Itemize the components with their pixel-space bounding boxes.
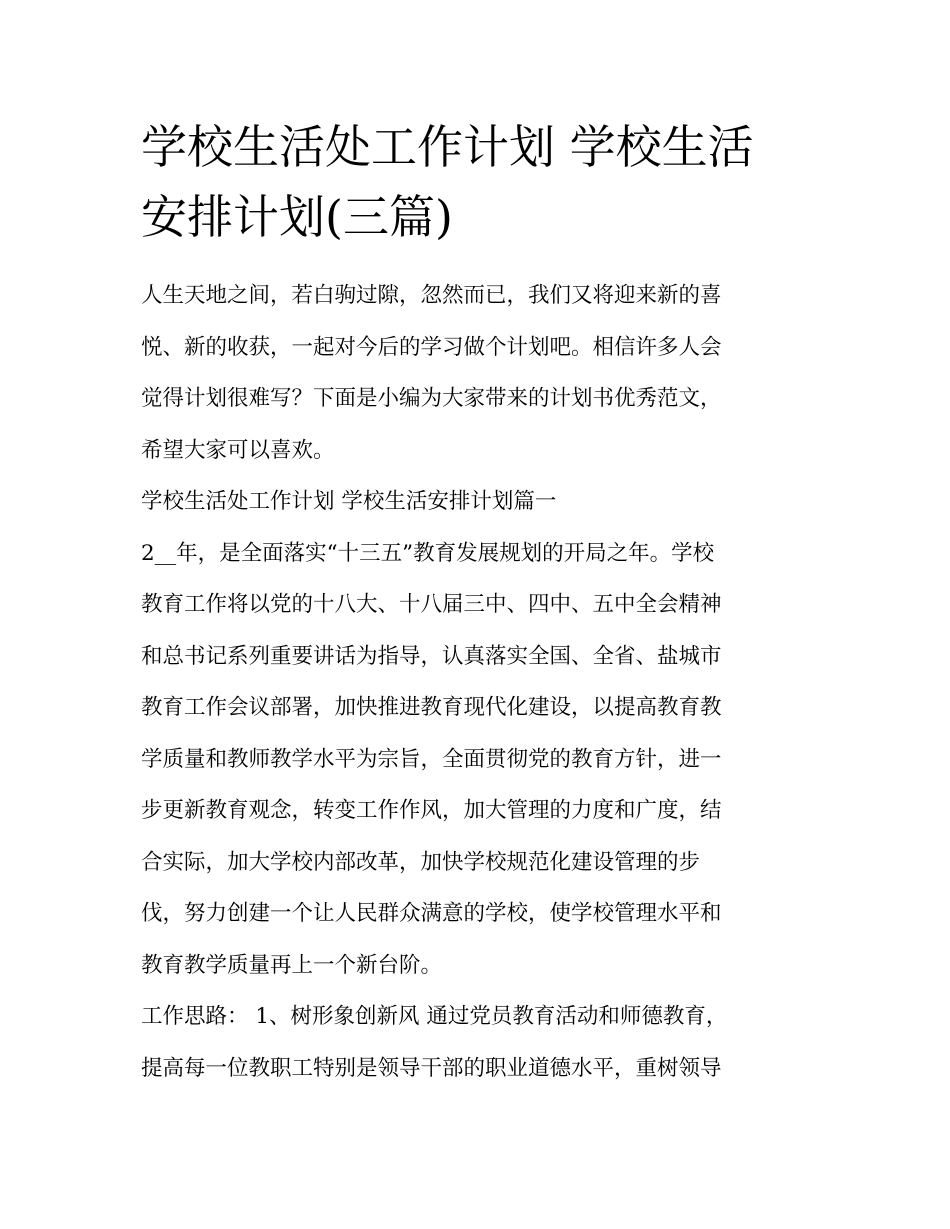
- intro-line: 希望大家可以喜欢。: [141, 437, 335, 463]
- intro-line: 觉得计划很难写？下面是小编为大家带来的计划书优秀范文，: [141, 386, 722, 411]
- body-line: 教育教学质量再上一个新台阶。: [141, 952, 443, 978]
- body-line: 学质量和教师教学水平为宗旨，全面贯彻党的教育方针，进一: [141, 746, 722, 772]
- body-line: 和总书记系列重要讲话为指导，认真落实全国、全省、盐城市: [141, 643, 722, 669]
- document-title: [141, 112, 813, 252]
- ideas-line: 提高每一位教职工特别是领导干部的职业道德水平，重树领导: [141, 1055, 722, 1081]
- section-heading: 学校生活处工作计划 学校生活安排计划篇一: [141, 489, 557, 514]
- body-line: 教育工作将以党的十八大、十八届三中、四中、五中全会精神: [141, 592, 722, 617]
- body-line: 2__年，是全面落实“十三五”教育发展规划的开局之年。学校: [141, 540, 715, 566]
- intro-paragraph: [141, 270, 813, 476]
- body-line: 伐，努力创建一个让人民群众满意的学校，使学校管理水平和: [141, 901, 722, 926]
- body-line: 步更新教育观念，转变工作作风，加大管理的力度和广度，结: [141, 798, 722, 823]
- title-line: 学校生活处工作计划 学校生活: [141, 120, 754, 174]
- intro-line: 人生天地之间，若白驹过隙，忽然而已，我们又将迎来新的喜: [141, 283, 722, 308]
- intro-line: 悦、新的收获，一起对今后的学习做个计划吧。相信许多人会: [141, 334, 722, 360]
- ideas-paragraph: [141, 991, 813, 1094]
- title-line: 安排计划(三篇): [141, 190, 453, 244]
- document-content: [141, 112, 813, 1094]
- body-line: 教育工作会议部署，加快推进教育现代化建设，以提高教育教: [141, 695, 722, 720]
- body-line: 合实际，加大学校内部改革，加快学校规范化建设管理的步: [141, 849, 701, 875]
- body-paragraph: [141, 528, 813, 992]
- ideas-line: 工作思路： 1、树形象创新风 通过党员教育活动和师德教育，: [141, 1004, 728, 1029]
